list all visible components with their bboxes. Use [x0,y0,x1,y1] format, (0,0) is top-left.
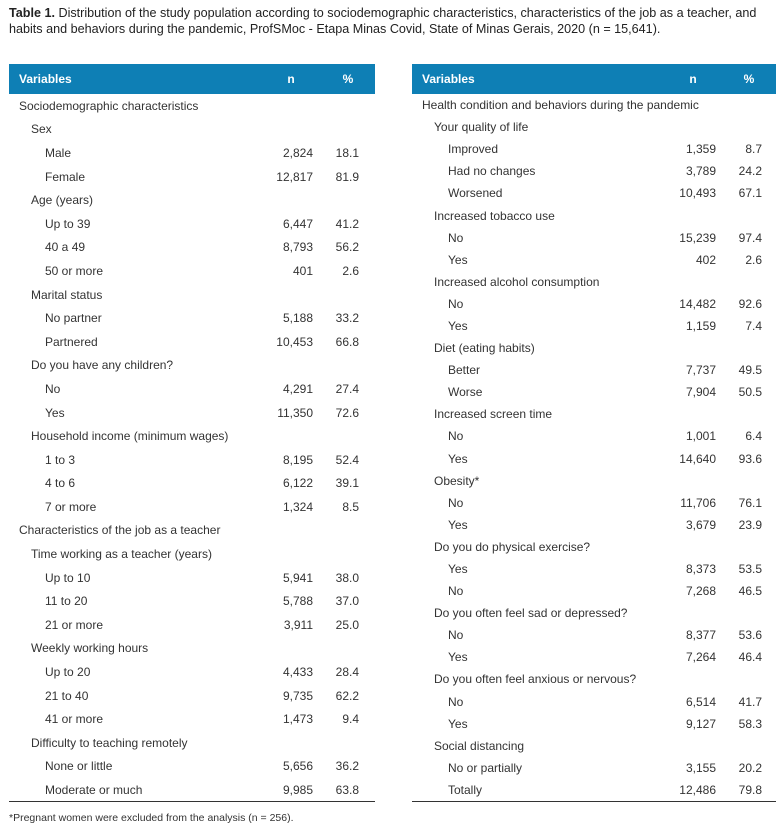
table-row [412,381,776,403]
row-percent-value: 97.4 [738,230,762,245]
row-n-value: 6,514 [685,694,716,709]
row-percent-value [321,94,375,118]
table-row [9,472,375,496]
row-percent-value: 39.1 [335,476,359,491]
right-header-percent: % [722,64,776,94]
table-row [9,118,375,142]
table-row [9,637,375,661]
row-percent-value: 27.4 [335,381,359,396]
row-percent-value: 72.6 [335,405,359,420]
table-row [9,566,375,590]
row-percent-value [722,536,776,558]
table-footnote: *Pregnant women were excluded from the analysis (n = 256). [9,812,294,824]
right-header-variables: Variables [412,64,664,94]
row-percent-value: 93.6 [738,451,762,466]
row-n-value [664,204,722,226]
row-n-value [261,519,321,543]
row-n-value [261,118,321,142]
row-n-value: 6,122 [282,476,313,491]
row-n-value: 4,433 [282,665,313,680]
row-label: Yes [448,318,468,333]
table-row [412,425,776,447]
row-percent-value [722,470,776,492]
table-row [412,558,776,580]
row-percent-value: 20.2 [738,760,762,775]
row-percent-value [722,403,776,425]
row-percent-value: 67.1 [738,186,762,201]
table-caption-text: Distribution of the study population according to sociodemographic characteristics, characteristics of the job as a teacher, and habits and behaviors during the pandemic, ProfSMoc - Etapa Minas Covid, State of Minas Gerais, 2020 (n = 15,641). [9,6,757,36]
table-row [412,470,776,492]
row-percent-value: 56.2 [335,240,359,255]
row-label: No [448,230,464,245]
row-n-value: 401 [292,263,313,278]
row-n-value [664,116,722,138]
row-n-value: 4,291 [282,381,313,396]
row-n-value: 1,473 [282,712,313,727]
row-n-value: 6,447 [282,216,313,231]
row-label: Do you often feel anxious or nervous? [434,672,637,687]
row-label: Female [45,169,86,184]
row-label: Do you do physical exercise? [434,539,591,554]
row-n-value: 7,264 [685,650,716,665]
right-table-body [412,94,776,801]
row-label: Yes [448,650,468,665]
row-label: Increased alcohol consumption [434,274,600,289]
row-percent-value: 52.4 [335,452,359,467]
table-row [412,227,776,249]
row-n-value: 5,941 [282,570,313,585]
table-row [412,757,776,779]
row-label: Worse [448,385,483,400]
row-percent-value: 58.3 [738,716,762,731]
row-n-value: 11,706 [680,495,716,510]
table-row [9,330,375,354]
table-row [412,293,776,315]
table-row [412,315,776,337]
row-label: Marital status [31,287,103,302]
row-percent-value: 79.8 [722,779,776,801]
table-row [9,188,375,212]
row-percent-value [321,731,375,755]
row-n-value: 5,656 [282,759,313,774]
row-n-value: 1,001 [685,429,716,444]
table-row [9,542,375,566]
row-n-value [261,542,321,566]
row-label: Better [448,363,481,378]
row-n-value [664,470,722,492]
row-n-value: 3,679 [685,517,716,532]
row-n-value: 9,735 [282,688,313,703]
row-label: Yes [448,562,468,577]
row-n-value: 15,239 [679,230,716,245]
row-label: No or partially [448,760,523,775]
row-percent-value [722,668,776,690]
table-row [412,271,776,293]
table-row [412,668,776,690]
table-row [412,735,776,757]
row-percent-value: 50.5 [738,385,762,400]
table-row [412,646,776,668]
row-percent-value: 38.0 [335,570,359,585]
row-label: Yes [45,405,65,420]
row-percent-value [722,271,776,293]
row-n-value: 14,482 [679,296,716,311]
row-percent-value: 53.6 [738,628,762,643]
row-label: Up to 10 [45,570,91,585]
row-label: No partner [45,311,102,326]
row-n-value: 14,640 [679,451,716,466]
row-percent-value: 92.6 [738,296,762,311]
row-percent-value [321,637,375,661]
row-label: Your quality of life [434,120,529,135]
row-label: Weekly working hours [31,641,149,656]
row-label: Characteristics of the job as a teacher [19,523,221,538]
row-label: No [448,296,464,311]
row-n-value [261,637,321,661]
row-n-value: 7,737 [685,363,716,378]
row-percent-value [722,116,776,138]
row-n-value [664,337,722,359]
row-n-value: 7,268 [685,584,716,599]
row-label: 1 to 3 [45,452,76,467]
row-percent-value: 36.2 [335,759,359,774]
left-table-body [9,94,375,802]
table-row [412,359,776,381]
row-percent-value [321,188,375,212]
row-n-value [261,731,321,755]
table-row [9,448,375,472]
row-percent-value: 6.4 [745,429,762,444]
row-n-value: 10,493 [679,186,716,201]
row-n-value: 402 [695,252,716,267]
row-label: Do you have any children? [31,358,174,373]
row-percent-value [722,602,776,624]
row-percent-value: 7.4 [745,318,762,333]
table-row [9,755,375,779]
row-n-value: 1,324 [282,499,313,514]
row-n-value: 3,911 [283,617,313,632]
table-row [412,204,776,226]
row-percent-value: 41.2 [335,216,359,231]
row-percent-value [722,204,776,226]
row-label: Had no changes [448,164,536,179]
right-table-header [412,64,776,94]
row-n-value: 3,789 [685,164,716,179]
row-label: Sex [31,122,52,137]
row-percent-value: 66.8 [335,334,359,349]
table-row [9,613,375,637]
table-row [9,684,375,708]
row-label: Up to 39 [45,216,91,231]
row-n-value: 1,359 [685,142,716,157]
row-label: Difficulty to teaching remotely [31,735,188,750]
row-label: Household income (minimum wages) [31,429,229,444]
row-percent-value [321,424,375,448]
row-label: 21 or more [45,617,104,632]
row-label: 41 or more [45,712,104,727]
row-label: Yes [448,451,468,466]
row-label: None or little [45,759,113,774]
row-label: 4 to 6 [45,476,76,491]
row-label: 40 a 49 [45,240,86,255]
table-row [412,337,776,359]
table-row [9,707,375,731]
left-header-n: n [261,64,321,94]
row-percent-value: 18.1 [335,145,359,160]
row-label: Social distancing [434,738,525,753]
row-n-value: 8,195 [282,452,313,467]
table-row [9,495,375,519]
row-label: Sociodemographic characteristics [19,98,199,113]
row-percent-value [321,283,375,307]
row-percent-value: 37.0 [335,594,359,609]
table-row [9,94,375,118]
left-header-variables: Variables [9,64,261,94]
table-row [412,779,776,801]
row-percent-value: 41.7 [738,694,762,709]
row-label: No [448,694,464,709]
table-row [9,401,375,425]
right-header-n: n [664,64,722,94]
table-row [412,249,776,271]
row-n-value: 9,127 [685,716,716,731]
table-row [412,116,776,138]
row-label: No [448,584,464,599]
row-label: Totally [412,779,664,801]
table-row [9,731,375,755]
right-table [412,64,776,802]
row-label: 11 to 20 [45,594,88,609]
row-percent-value: 25.0 [335,617,359,632]
row-percent-value: 46.4 [738,650,762,665]
row-n-value [664,668,722,690]
row-label: Time working as a teacher (years) [31,547,212,562]
table-row [9,424,375,448]
row-percent-value [321,519,375,543]
row-percent-value: 2.6 [342,263,359,278]
table-row [412,624,776,646]
row-percent-value: 28.4 [335,665,359,680]
row-label: No [448,495,464,510]
row-n-value: 5,788 [282,594,313,609]
table-row [412,492,776,514]
left-header-percent: % [321,64,375,94]
row-label: Age (years) [31,193,94,208]
table-row [9,354,375,378]
row-n-value: 11,350 [277,405,313,420]
row-n-value: 5,188 [282,311,313,326]
row-label: Increased tobacco use [434,208,555,223]
left-table-header [9,64,375,94]
row-percent-value [722,735,776,757]
table-row [412,138,776,160]
row-label: 21 to 40 [45,688,89,703]
table-row [9,778,375,802]
row-label: Yes [448,252,468,267]
table-row [412,448,776,470]
table-row [9,306,375,330]
row-label: Improved [448,142,499,157]
table-row [412,713,776,735]
row-percent-value: 46.5 [738,584,762,599]
row-n-value [664,536,722,558]
table-row [9,259,375,283]
row-n-value: 8,793 [282,240,313,255]
row-n-value: 1,159 [685,318,716,333]
table-row [412,160,776,182]
table-row [9,165,375,189]
row-label: No [448,429,464,444]
row-label: Moderate or much [9,778,261,802]
row-label: Yes [448,716,468,731]
row-n-value [261,354,321,378]
row-percent-value: 33.2 [335,311,359,326]
row-n-value: 2,824 [282,145,313,160]
table-row [412,514,776,536]
table-row [9,283,375,307]
row-percent-value: 81.9 [335,169,359,184]
row-label: Male [45,145,72,160]
row-n-value: 3,155 [685,760,716,775]
row-n-value: 12,486 [664,779,722,801]
row-percent-value: 2.6 [745,252,762,267]
row-percent-value [722,337,776,359]
table-row [9,589,375,613]
row-label: Worsened [448,186,503,201]
row-label: 50 or more [45,263,104,278]
row-label: Increased screen time [434,407,553,422]
row-n-value [664,403,722,425]
table-row [412,403,776,425]
row-n-value: 12,817 [276,169,313,184]
row-percent-value: 53.5 [738,562,762,577]
table-caption-label: Table 1. [9,6,55,20]
row-percent-value: 62.2 [335,688,359,703]
row-label: No [448,628,464,643]
row-n-value: 10,453 [276,334,313,349]
row-n-value [664,271,722,293]
row-percent-value: 8.5 [342,499,359,514]
table-row [412,182,776,204]
row-percent-value: 8.7 [745,142,762,157]
row-percent-value: 49.5 [738,363,762,378]
row-label: Health condition and behaviors during the pandemic [422,98,699,113]
row-n-value: 8,377 [685,628,716,643]
row-label: Up to 20 [45,665,91,680]
row-label: Diet (eating habits) [434,341,535,356]
row-n-value [261,283,321,307]
row-n-value [261,94,321,118]
row-label: Partnered [45,334,98,349]
row-label: Obesity* [434,473,480,488]
row-percent-value: 63.8 [321,778,375,802]
row-n-value [261,424,321,448]
row-percent-value: 76.1 [738,495,762,510]
row-percent-value: 23.9 [738,517,762,532]
table-row [9,236,375,260]
row-n-value [664,735,722,757]
row-label: 7 or more [45,499,97,514]
table-row [412,94,776,116]
table-row [412,536,776,558]
table-row [9,660,375,684]
row-percent-value [722,94,776,116]
row-n-value: 9,985 [261,778,321,802]
row-percent-value [321,118,375,142]
row-percent-value: 24.2 [738,164,762,179]
left-table [9,64,375,802]
row-label: No [45,381,61,396]
table-row [412,691,776,713]
table-caption [9,6,774,37]
table-row [9,377,375,401]
table-row [412,580,776,602]
row-percent-value [321,354,375,378]
table-row [9,141,375,165]
row-label: Yes [448,517,468,532]
row-percent-value: 9.4 [342,712,359,727]
row-n-value [261,188,321,212]
table-row [9,212,375,236]
row-percent-value [321,542,375,566]
row-n-value: 8,373 [685,562,716,577]
table-row [412,602,776,624]
row-n-value: 7,904 [685,385,716,400]
row-n-value [664,602,722,624]
row-label: Do you often feel sad or depressed? [434,606,628,621]
table-row [9,519,375,543]
